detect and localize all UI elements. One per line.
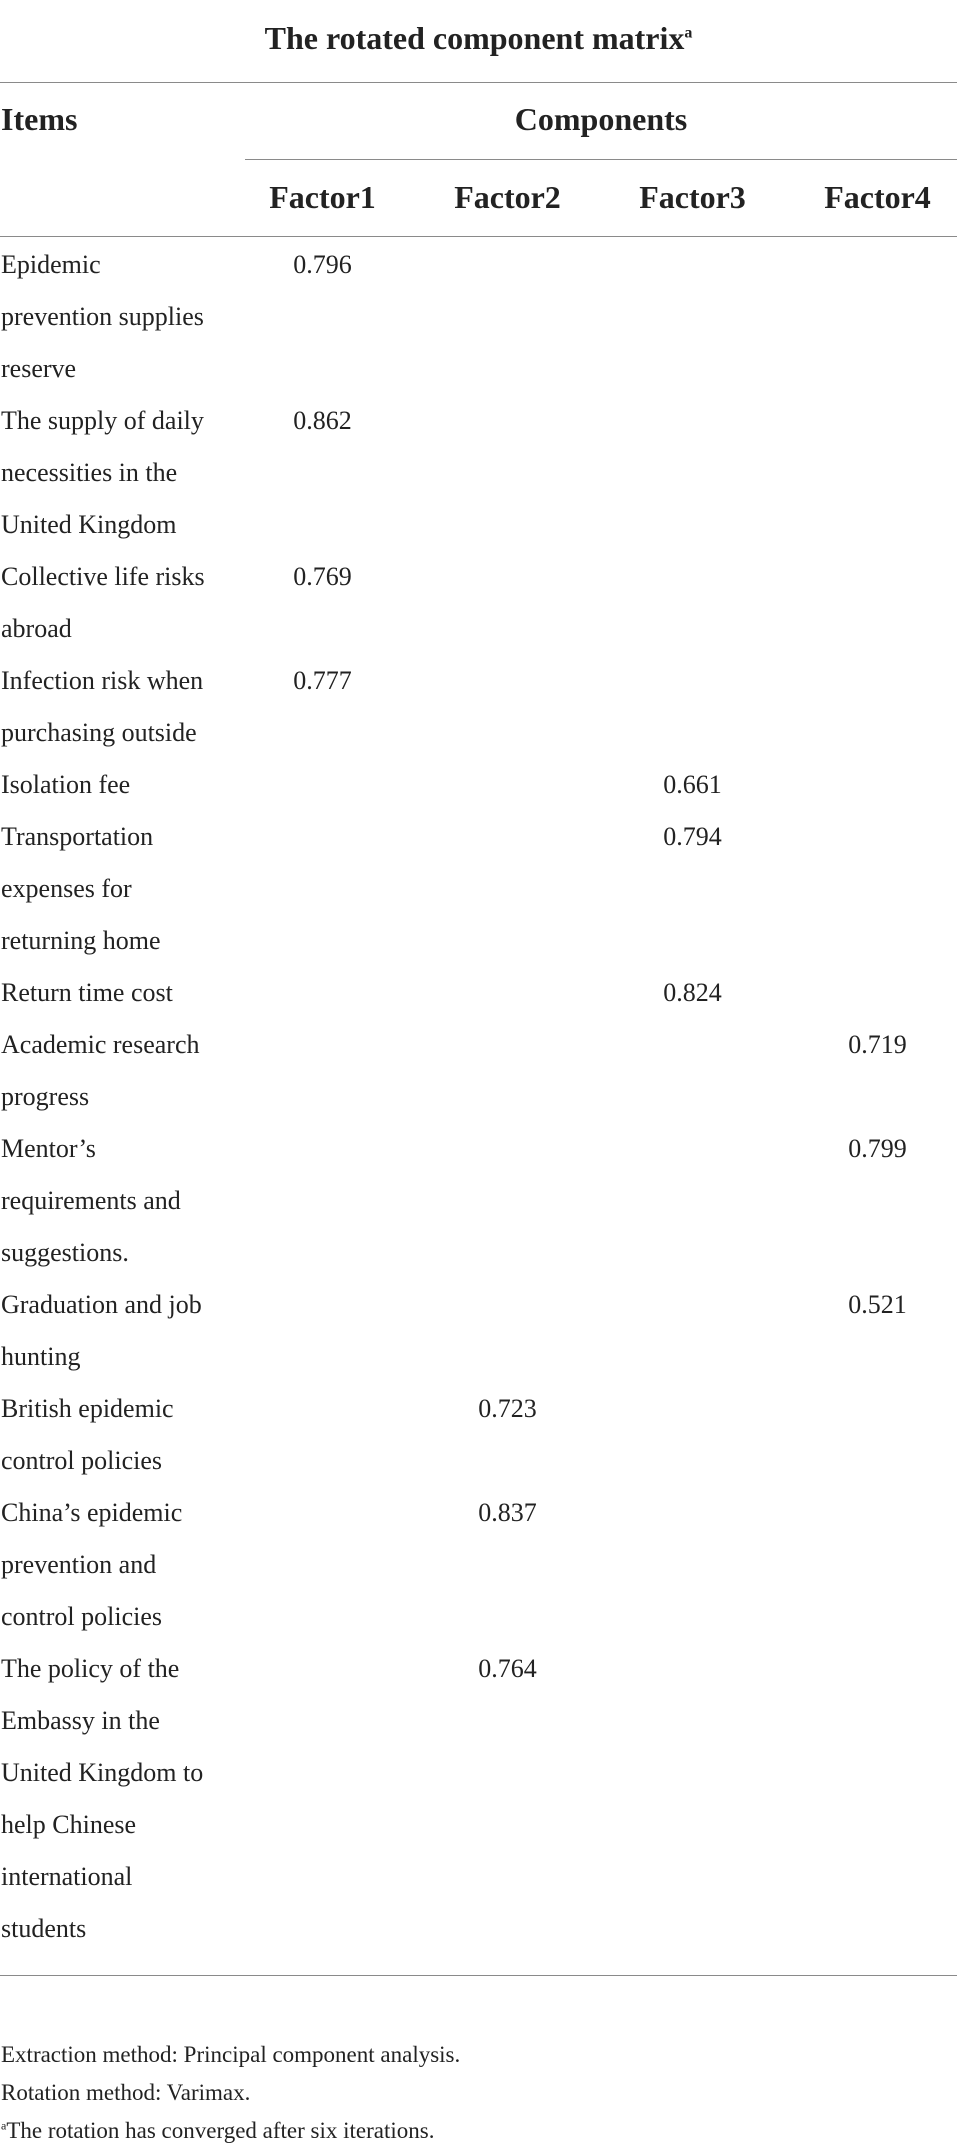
item-label-line: expenses for xyxy=(1,874,132,903)
item-label-line: prevention and xyxy=(1,1550,157,1579)
item-label xyxy=(0,1643,241,1955)
loading-value-factor1: 0.769 xyxy=(293,562,352,591)
item-label xyxy=(0,655,241,759)
factor2-header: Factor2 xyxy=(454,179,561,215)
table-body xyxy=(0,239,957,1955)
item-label-line: requirements and xyxy=(1,1186,181,1215)
item-label-line: necessities in the xyxy=(1,458,178,487)
table-row xyxy=(0,811,957,967)
item-label-line: Embassy in the xyxy=(1,1706,160,1735)
item-label-line: purchasing outside xyxy=(1,718,197,747)
item-label xyxy=(0,1487,241,1643)
item-label-line: Academic research xyxy=(1,1030,200,1059)
table-row xyxy=(0,395,957,551)
bottom-rule xyxy=(0,1975,957,1976)
loading-value-factor2: 0.723 xyxy=(478,1394,537,1423)
item-label-line: Collective life risks xyxy=(1,562,205,591)
loading-value-factor1: 0.777 xyxy=(293,666,352,695)
item-label-line: British epidemic xyxy=(1,1394,174,1423)
table-row xyxy=(0,239,957,395)
table-row xyxy=(0,1123,957,1279)
table-row xyxy=(0,1643,957,1955)
loading-value-factor3: 0.824 xyxy=(663,978,722,1007)
item-label-line: China’s epidemic xyxy=(1,1498,183,1527)
item-label-line: international xyxy=(1,1862,133,1891)
table-row xyxy=(0,759,957,811)
items-header: Items xyxy=(1,101,78,137)
top-rule xyxy=(0,82,957,83)
item-label-line: control policies xyxy=(1,1446,163,1475)
item-label xyxy=(0,239,241,395)
table-row xyxy=(0,1487,957,1643)
table-row xyxy=(0,967,957,1019)
item-label-line: abroad xyxy=(1,614,72,643)
loading-value-factor4: 0.521 xyxy=(848,1290,907,1319)
item-label xyxy=(0,551,241,655)
loading-value-factor2: 0.837 xyxy=(478,1498,537,1527)
factor3-header: Factor3 xyxy=(639,179,746,215)
loading-value-factor4: 0.719 xyxy=(848,1030,907,1059)
components-header: Components xyxy=(514,101,688,137)
item-label-line: Isolation fee xyxy=(1,770,131,799)
table-title-text: The rotated component matrix xyxy=(264,20,685,56)
item-label-line: Return time cost xyxy=(1,978,173,1007)
item-label-line: United Kingdom xyxy=(1,510,177,539)
loading-value-factor3: 0.794 xyxy=(663,822,722,851)
item-label xyxy=(0,1019,241,1123)
item-label-line: Mentor’s xyxy=(1,1134,96,1163)
table-row xyxy=(0,1279,957,1383)
footnote-mark: a xyxy=(1,2118,7,2133)
table-row xyxy=(0,551,957,655)
table-title-footnote-mark: a xyxy=(684,24,693,42)
item-label-line: hunting xyxy=(1,1342,81,1371)
convergence-note xyxy=(1,2112,460,2150)
item-label-line: United Kingdom to xyxy=(1,1758,204,1787)
item-label-line: The policy of the xyxy=(1,1654,180,1683)
table-row xyxy=(0,1383,957,1487)
item-label xyxy=(0,759,241,811)
item-label-line: reserve xyxy=(1,354,77,383)
loading-value-factor1: 0.796 xyxy=(293,250,352,279)
factor1-header: Factor1 xyxy=(269,179,376,215)
item-label-line: prevention supplies xyxy=(1,302,204,331)
loading-value-factor3: 0.661 xyxy=(663,770,722,799)
item-label-line: progress xyxy=(1,1082,90,1111)
footnote-text: The rotation has converged after six iterations. xyxy=(6,2118,435,2143)
loading-value-factor1: 0.862 xyxy=(293,406,352,435)
loading-value-factor2: 0.764 xyxy=(478,1654,537,1683)
item-label xyxy=(0,395,241,551)
item-label-line: returning home xyxy=(1,926,161,955)
item-label xyxy=(0,967,241,1019)
item-label xyxy=(0,1383,241,1487)
item-label-line: Graduation and job xyxy=(1,1290,202,1319)
item-label xyxy=(0,1123,241,1279)
loading-value-factor4: 0.799 xyxy=(848,1134,907,1163)
header-rule xyxy=(0,236,957,237)
item-label-line: Transportation xyxy=(1,822,154,851)
rotation-note: Rotation method: Varimax. xyxy=(1,2080,251,2105)
item-label-line: The supply of daily xyxy=(1,406,204,435)
item-label-line: Epidemic xyxy=(1,250,101,279)
item-label-line: Infection risk when xyxy=(1,666,204,695)
components-rule xyxy=(245,159,957,160)
table-row xyxy=(0,1019,957,1123)
factor4-header: Factor4 xyxy=(824,179,931,215)
table-title xyxy=(0,14,957,62)
item-label-line: control policies xyxy=(1,1602,163,1631)
item-label-line: help Chinese xyxy=(1,1810,137,1839)
item-label-line: students xyxy=(1,1914,87,1943)
item-label xyxy=(0,1279,241,1383)
item-label xyxy=(0,811,241,967)
table-row xyxy=(0,655,957,759)
table-notes xyxy=(1,2036,460,2150)
item-label-line: suggestions. xyxy=(1,1238,129,1267)
extraction-note: Extraction method: Principal component analysis. xyxy=(1,2042,461,2067)
